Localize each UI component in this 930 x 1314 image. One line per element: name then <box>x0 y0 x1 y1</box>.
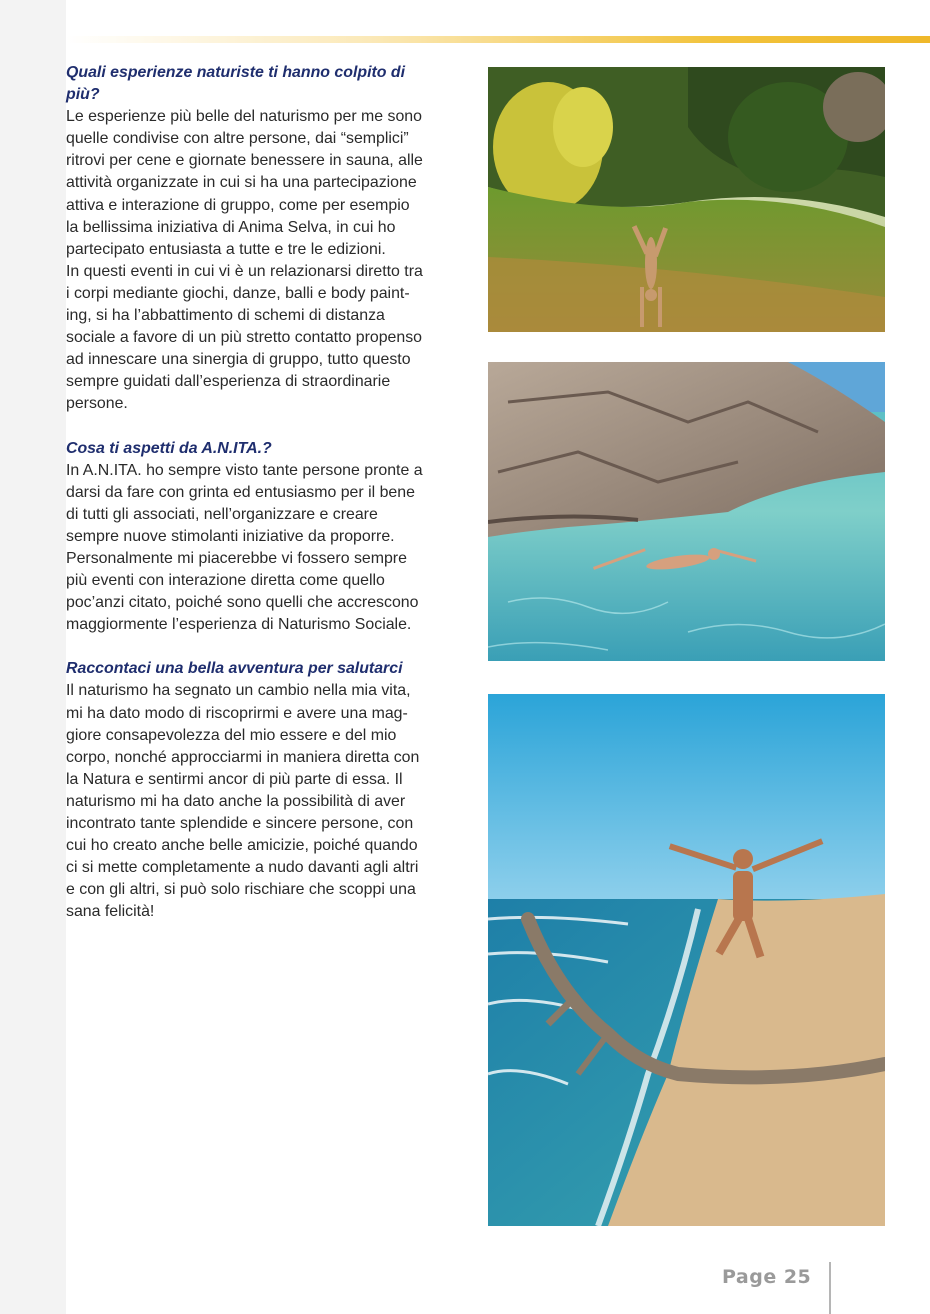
footer-divider <box>829 1262 831 1314</box>
section-body-expectations: In A.N.ITA. ho sempre visto tante persone pronte a darsi da fare con grinta ed entusiasmo per il bene di tutti gli associati, nell’organizzare e creare sempre nuove stimolanti iniziative da proporre. Personalmente mi piacerebbe vi fossero sempre più eventi con interazione diretta come quello poc’anzi citato, poiché sono quelli che accrescono maggiormente l’esperienza di Naturismo Sociale. <box>66 461 423 634</box>
section-heading-adventure: Raccontaci una bella avventura per salutarci <box>66 660 403 678</box>
photo-autumn-meadow <box>488 67 885 332</box>
article-text-column <box>66 62 466 923</box>
section-heading-expectations: Cosa ti aspetti da A.N.ITA.? <box>66 439 272 457</box>
page-number: Page 25 <box>722 1266 812 1288</box>
page-margin <box>0 0 66 1314</box>
photo-rocky-cove <box>488 362 885 661</box>
section-body-experiences: Le esperienze più belle del naturismo per me sono quelle condivise con altre persone, dai “semplici” ritrovi per cene e giornate benessere in sauna, alle attività organizzate in cui si ha una partecipazione attiva e interazione di gruppo, come per esempio la bellissima iniziativa di Anima Selva, in cui ho partecipato entusiasta a tutte e tre le edizioni. In questi eventi in cui vi è un relazionarsi diretto tra i corpi mediante giochi, danze, balli e body paint- ing, si ha l’abbattimento di schemi di distanza sociale a favore di un più stretto contatto propenso ad innescare una sinergia di gruppo, tutto questo sempre guidati dall’esperienza di straordinarie persone. <box>66 108 423 413</box>
header-accent-rule <box>66 36 930 43</box>
section-body-adventure: Il naturismo ha segnato un cambio nella mia vita, mi ha dato modo di riscoprirmi e avere una mag- giore consapevolezza del mio essere e del mio corpo, nonché approcciarmi in maniera diretta con la Natura e sentirmi ancor di più parte di essa. Il naturismo mi ha dato anche la possibilità di aver incontrato tante splendide e sincere persone, con cui ho creato anche belle amicizie, poiché quando ci si mette completamente a nudo davanti agli altri e con gli altri, si può solo rischiare che scoppi una sana felicità! <box>66 682 420 921</box>
photo-beach-jump <box>488 694 885 1226</box>
section-heading-experiences: Quali esperienze naturiste ti hanno colpito di più? <box>66 64 406 104</box>
